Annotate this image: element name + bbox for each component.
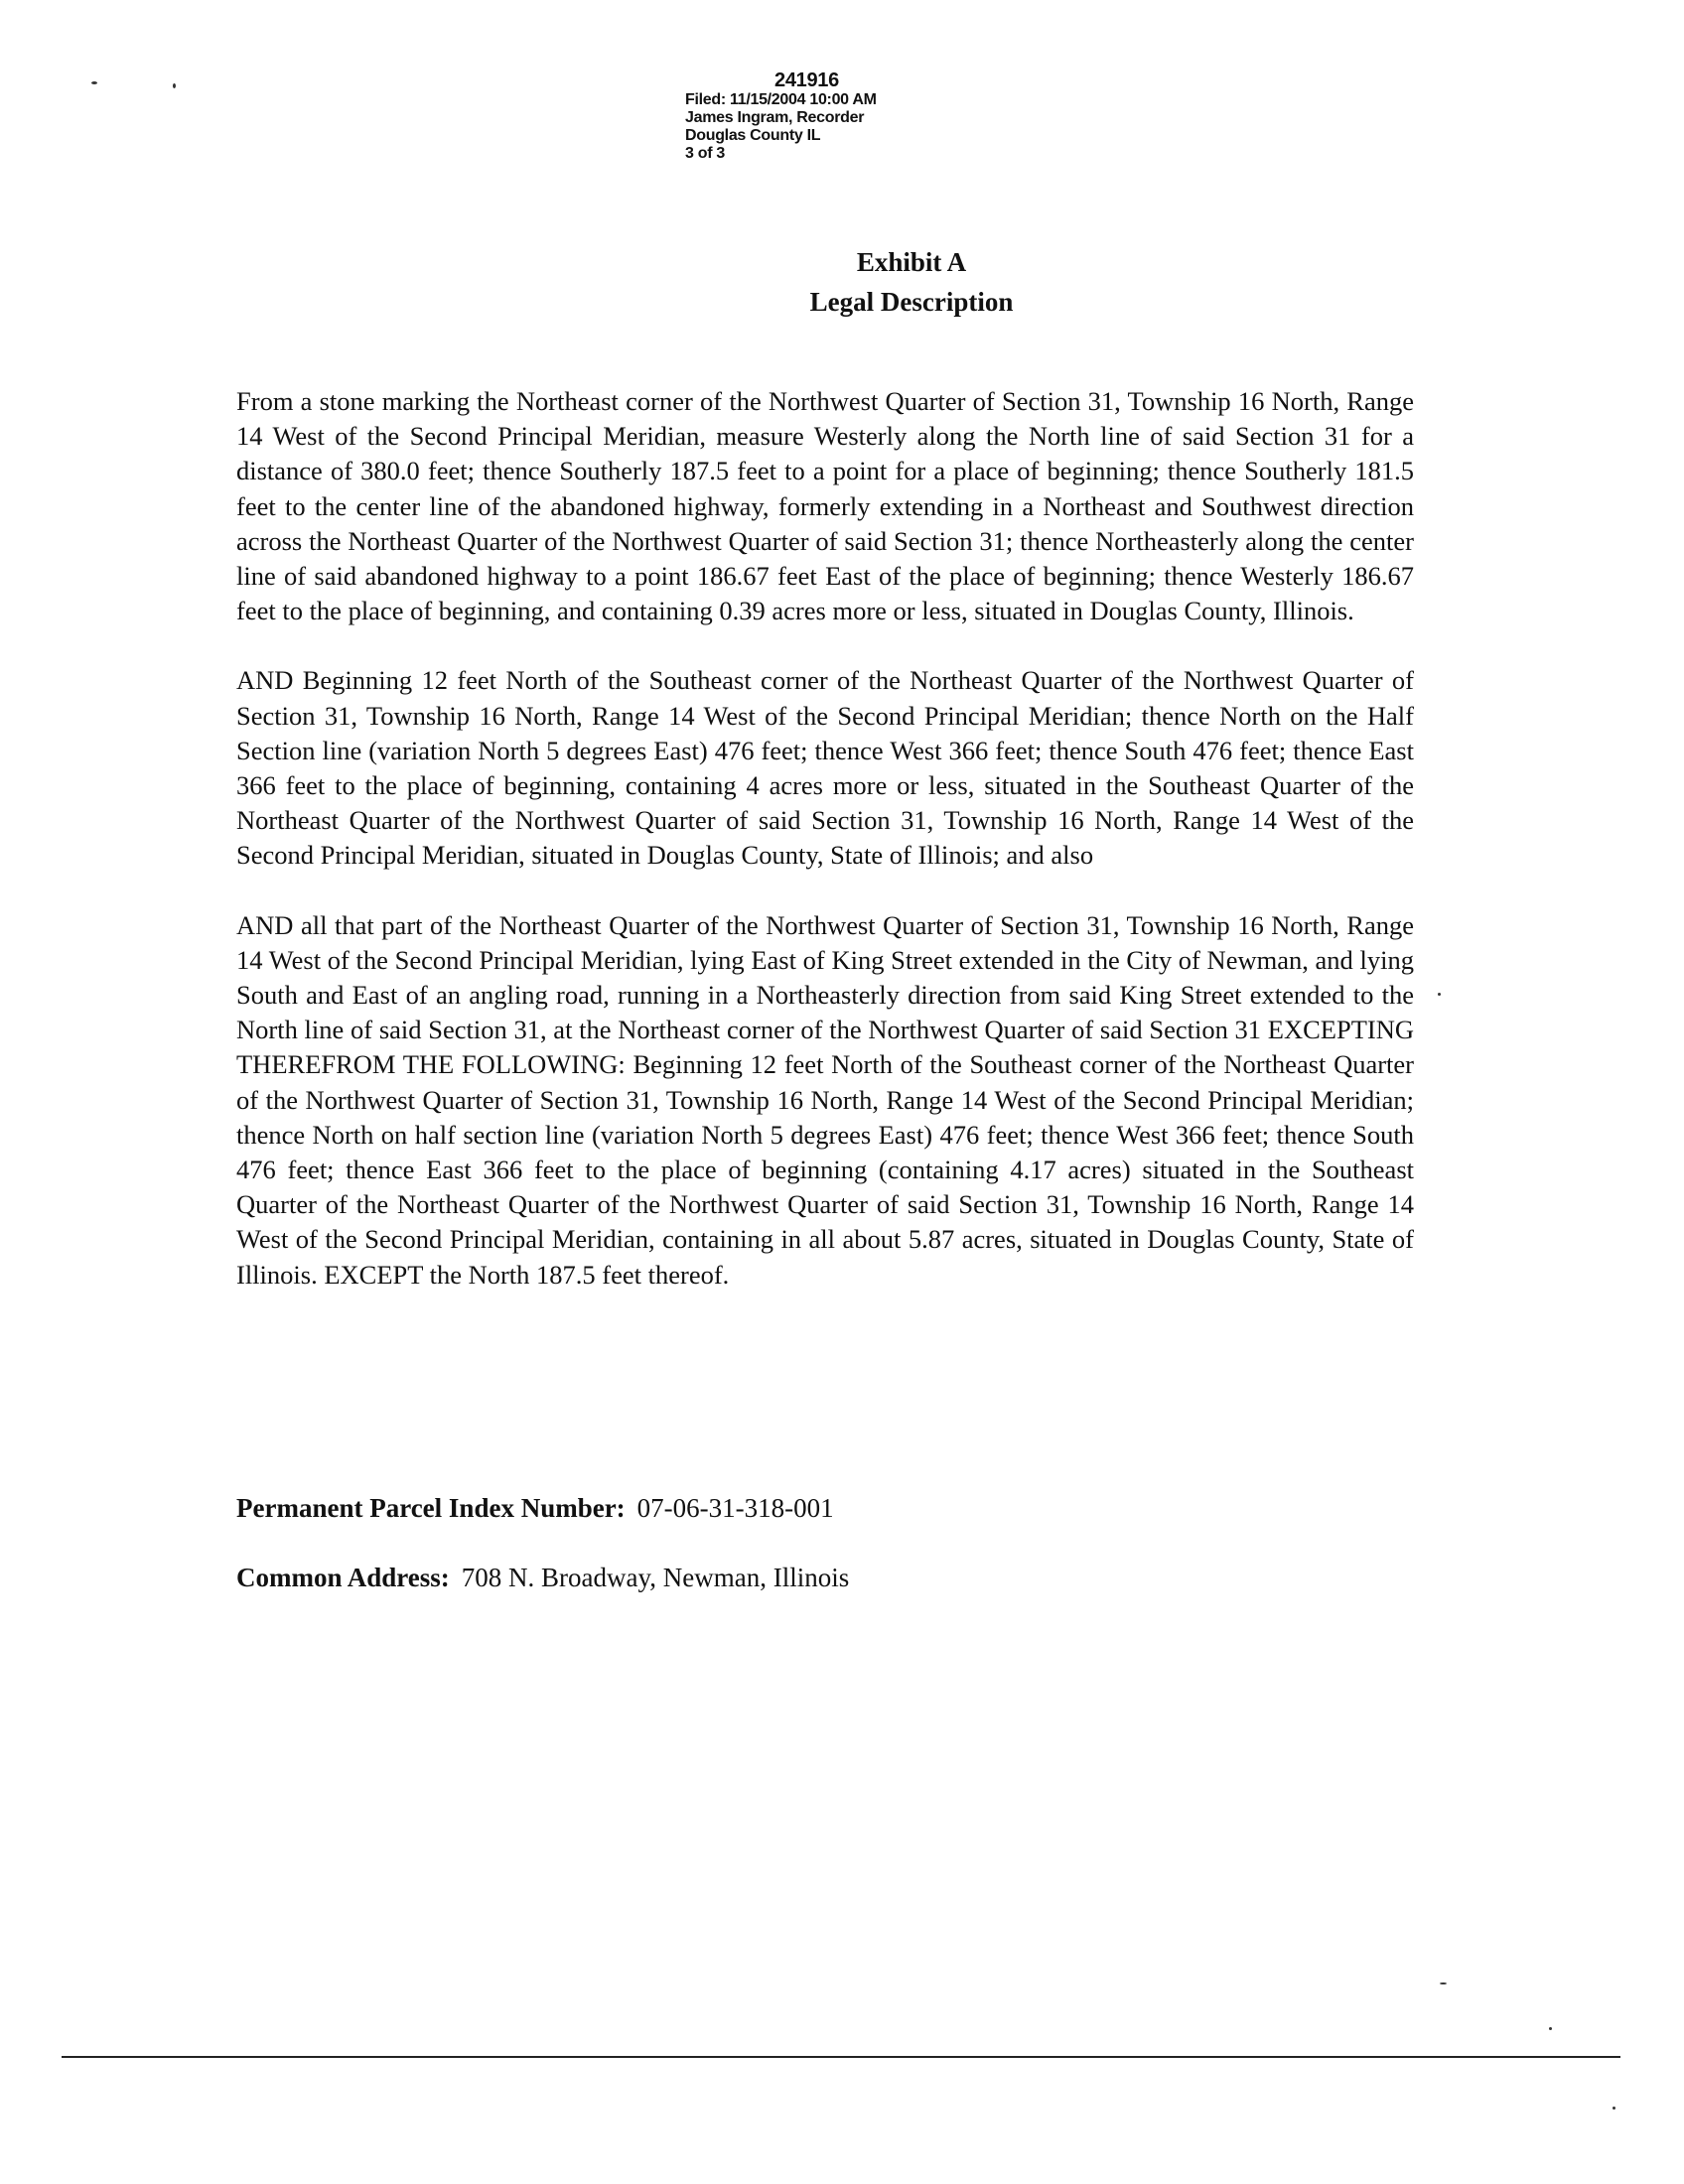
parcel-number: 07-06-31-318-001 [636, 1493, 834, 1523]
paragraph-2: AND Beginning 12 feet North of the Southeast corner of the Northeast Quarter of the Northwest Quarter of Section 31, Township 16 North, Range 14 West of the Second Principal Meridian; thence North on the Half Section line (variation North 5 degrees East) 476 feet; thence West 366 feet; thence South 476 feet; thence East 366 feet to the place of beginning, containing 4 acres more or less, situated in the Southeast Quarter of the Northeast Quarter of the Northwest Quarter of said Section 31, Township 16 North, Range 14 West of the Second Principal Meridian, situated in Douglas County, State of Illinois; and also [236, 665, 1414, 871]
document-heading [0, 242, 1684, 322]
county-name: Douglas County IL [685, 127, 821, 144]
bottom-divider [62, 2056, 1620, 2058]
paragraph-1: From a stone marking the Northeast corner of the Northwest Quarter of Section 31, Township 16 North, Range 14 West of the Second Principal Meridian, measure Westerly along the North line of said Section 31 for a distance of 380.0 feet; thence Southerly 187.5 feet to a point for a place of beginning; thence Southerly 181.5 feet to the center line of the abandoned highway, formerly extending in a Northeast and Southwest direction across the Northeast Quarter of the Northwest Quarter of said Section 31; thence Northeasterly along the center line of said abandoned highway to a point 186.67 feet East of the place of beginning; thence Westerly 186.67 feet to the place of beginning, and containing 0.39 acres more or less, situated in Douglas County, Illinois. [236, 386, 1414, 626]
legal-description [236, 384, 1414, 1327]
recorder-name: James Ingram, Recorder [685, 109, 865, 126]
scan-speck [1549, 2027, 1552, 2030]
filed-date: Filed: 11/15/2004 10:00 AM [685, 91, 877, 108]
scan-speck [1440, 1982, 1447, 1984]
scan-speck [91, 81, 97, 84]
address-label: Common Address: [236, 1563, 450, 1592]
common-address-line [236, 1561, 849, 1594]
parcel-index-line [236, 1491, 834, 1525]
document-number: 241916 [774, 69, 839, 91]
scan-speck [1438, 993, 1441, 996]
paragraph-3: AND all that part of the Northeast Quarter of the Northwest Quarter of Section 31, Township 16 North, Range 14 West of the Second Principal Meridian, lying East of King Street extended in the City of Newman, and lying South and East of an angling road, running in a Northeasterly direction from said King Street extended to the North line of said Section 31, at the Northeast corner of the Northwest Quarter of said Section 31 EXCEPTING THEREFROM THE FOLLOWING: Beginning 12 feet North of the Southeast corner of the Northeast Quarter of the Northwest Quarter of Section 31, Township 16 North, Range 14 West of the Second Principal Meridian; thence North on half section line (variation North 5 degrees East) 476 feet; thence West 366 feet; thence South 476 feet; thence East 366 feet to the place of beginning (containing 4.17 acres) situated in the Southeast Quarter of the Northeast Quarter of the Northwest Quarter of said Section 31, Township 16 North, Range 14 West of the Second Principal Meridian, containing in all about 5.87 acres, situated in Douglas County, State of Illinois. EXCEPT the North 187.5 feet thereof. [236, 909, 1414, 1290]
address-value: 708 N. Broadway, Newman, Illinois [461, 1563, 850, 1592]
recording-stamp [685, 69, 877, 163]
scan-speck [173, 83, 176, 88]
scan-speck [1613, 2107, 1615, 2110]
exhibit-subtitle: Legal Description [809, 287, 1014, 317]
parcel-label: Permanent Parcel Index Number: [236, 1493, 626, 1523]
exhibit-title: Exhibit A [856, 247, 967, 277]
page-count: 3 of 3 [685, 145, 725, 162]
